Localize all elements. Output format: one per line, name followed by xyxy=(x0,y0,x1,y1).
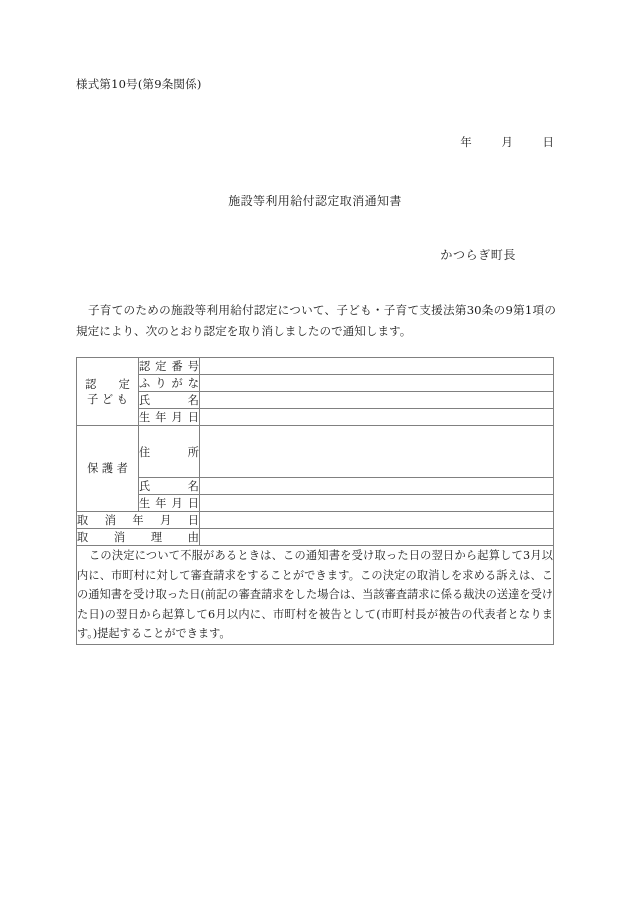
label-certification-number: 認 定 番 号 xyxy=(139,358,200,375)
label-guardian-birthdate: 生 年 月 日 xyxy=(139,495,200,512)
table-row xyxy=(77,546,554,645)
table-row xyxy=(77,478,554,495)
guardian-group-label: 保 護 者 xyxy=(77,426,139,512)
date-day-label: 日 xyxy=(542,135,554,149)
value-child-furigana[interactable] xyxy=(200,375,554,392)
appeal-notice-text: この決定について不服があるときは、この通知書を受け取った日の翌日から起算して3月以内に、市町村に対して審査請求をすることができます。この決定の取消しを求める訴えは、この通知書を受け取った日(前記の審査請求をした場合は、当該審査請求に係る裁決の送達を受けた日)の翌日から起算して6月以内に、市町村を被告として(市町村長が被告の代表者となります。)提起することができます。 xyxy=(77,549,553,640)
value-cancellation-reason[interactable] xyxy=(200,529,554,546)
label-child-birthdate: 生 年 月 日 xyxy=(139,409,200,426)
child-group-label-line2: 子 ど も xyxy=(87,392,128,406)
value-guardian-birthdate[interactable] xyxy=(200,495,554,512)
value-child-birthdate[interactable] xyxy=(200,409,554,426)
child-group-label xyxy=(77,358,139,426)
label-child-name: 氏 名 xyxy=(139,392,200,409)
value-certification-number[interactable] xyxy=(200,358,554,375)
table-row xyxy=(77,409,554,426)
value-child-name[interactable] xyxy=(200,392,554,409)
value-guardian-address[interactable] xyxy=(200,426,554,478)
body-paragraph: 子育てのための施設等利用給付認定について、子ども・子育て支援法第30条の9第1項の規定により、次のとおり認定を取り消しましたので通知します。 xyxy=(76,303,556,338)
table-row xyxy=(77,512,554,529)
label-child-furigana: ふ り が な xyxy=(139,375,200,392)
certification-table xyxy=(76,357,554,645)
label-cancellation-reason: 取 消 理 由 xyxy=(77,529,200,546)
document-title: 施設等利用給付認定取消通知書 xyxy=(228,194,402,208)
table-row xyxy=(77,392,554,409)
child-group-label-line1: 認 定 xyxy=(85,377,130,391)
appeal-notice-cell xyxy=(77,546,554,645)
label-guardian-name: 氏 名 xyxy=(139,478,200,495)
table-row xyxy=(77,529,554,546)
value-guardian-name[interactable] xyxy=(200,478,554,495)
issuer-name: かつらぎ町長 xyxy=(440,248,516,262)
value-cancellation-date[interactable] xyxy=(200,512,554,529)
table-row xyxy=(77,426,554,478)
label-guardian-address: 住 所 xyxy=(139,426,200,478)
table-row xyxy=(77,495,554,512)
form-number: 様式第10号(第9条関係) xyxy=(76,77,202,91)
date-month-label: 月 xyxy=(501,135,513,149)
date-year-label: 年 xyxy=(460,135,472,149)
table-row xyxy=(77,375,554,392)
label-cancellation-date: 取 消 年 月 日 xyxy=(77,512,200,529)
table-row xyxy=(77,358,554,375)
date-line xyxy=(76,134,554,150)
